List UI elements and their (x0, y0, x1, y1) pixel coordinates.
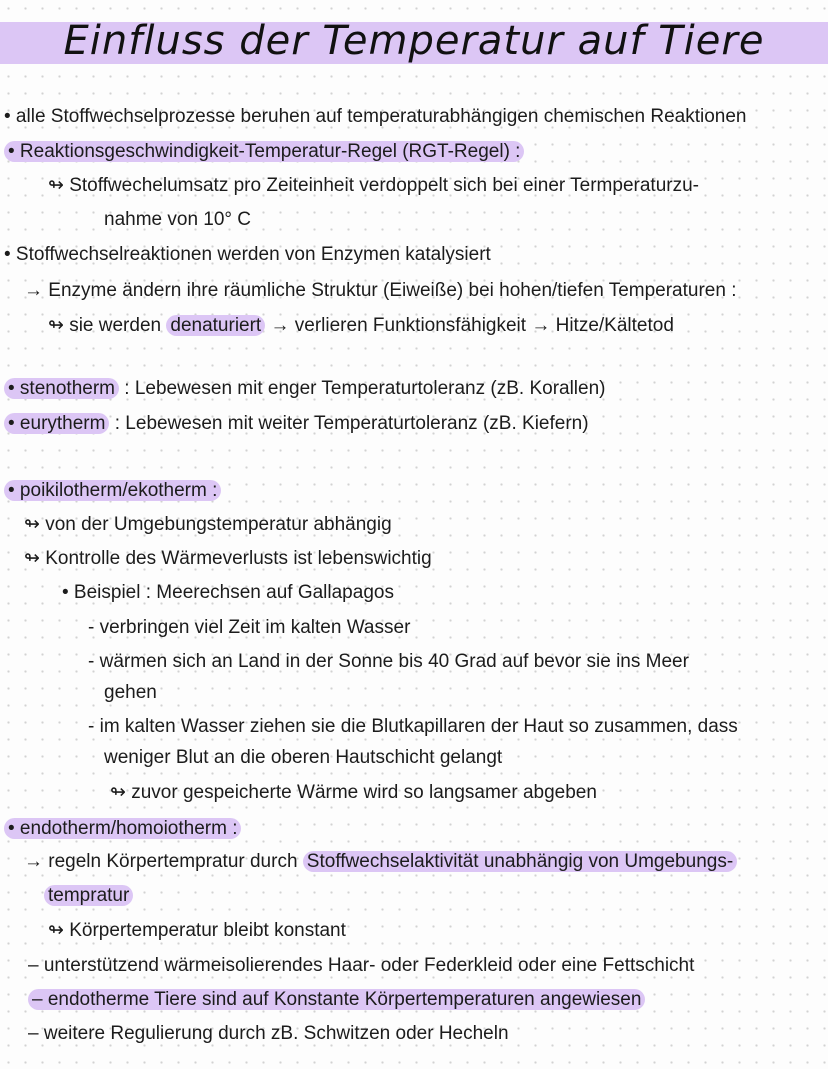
note-line: ↬ Kontrolle des Wärmeverlusts ist lebenswichtig (24, 548, 432, 569)
note-line: – weitere Regulierung durch zB. Schwitzen oder Hecheln (28, 1023, 509, 1044)
note-line: • alle Stoffwechselprozesse beruhen auf temperaturabhängigen chemischen Reaktionen (4, 106, 747, 127)
note-line: • Stoffwechselreaktionen werden von Enzymen katalysiert (4, 244, 491, 265)
note-line: • stenotherm : Lebewesen mit enger Temperaturtoleranz (zB. Korallen) (4, 375, 606, 403)
note-line: • endotherm/homoiotherm : (4, 815, 241, 843)
note-line: • Beispiel : Meerechsen auf Gallapagos (62, 582, 394, 603)
note-line: gehen (104, 682, 157, 703)
note-line: → Enzyme ändern ihre räumliche Struktur (Eiweiße) bei hohen/tiefen Temperaturen : (24, 280, 737, 301)
note-line: • eurytherm : Lebewesen mit weiter Temperaturtoleranz (zB. Kiefern) (4, 410, 589, 438)
page-title: Einfluss der Temperatur auf Tiere (63, 18, 765, 64)
note-line: weniger Blut an die oberen Hautschicht gelangt (104, 747, 503, 768)
note-line: – endotherme Tiere sind auf Konstante Körpertemperaturen angewiesen (28, 986, 645, 1014)
note-line: - im kalten Wasser ziehen sie die Blutkapillaren der Haut so zusammen, dass (88, 716, 738, 737)
note-line: tempratur (44, 882, 133, 910)
note-line: – unterstützend wärmeisolierendes Haar- oder Federkleid oder eine Fettschicht (28, 955, 695, 976)
note-line: • poikilotherm/ekotherm : (4, 477, 221, 505)
note-line: • Reaktionsgeschwindigkeit-Temperatur-Regel (RGT-Regel) : (4, 138, 524, 166)
note-line: nahme von 10° C (104, 209, 252, 230)
note-line: ↬ Körpertemperatur bleibt konstant (48, 920, 346, 941)
note-line: ↬ Stoffwechelumsatz pro Zeiteinheit verdoppelt sich bei einer Termperaturzu- (48, 175, 699, 196)
note-line: - verbringen viel Zeit im kalten Wasser (88, 617, 411, 638)
note-line: ↬ von der Umgebungstemperatur abhängig (24, 514, 392, 535)
note-line: → regeln Körpertempratur durch Stoffwechselaktivität unabhängig von Umgebungs- (24, 848, 737, 876)
note-line: ↬ sie werden denaturiert → verlieren Funktionsfähigkeit → Hitze/Kältetod (48, 315, 674, 336)
note-line: - wärmen sich an Land in der Sonne bis 40 Grad auf bevor sie ins Meer (88, 651, 689, 672)
note-line: ↬ zuvor gespeicherte Wärme wird so langsamer abgeben (110, 782, 597, 803)
